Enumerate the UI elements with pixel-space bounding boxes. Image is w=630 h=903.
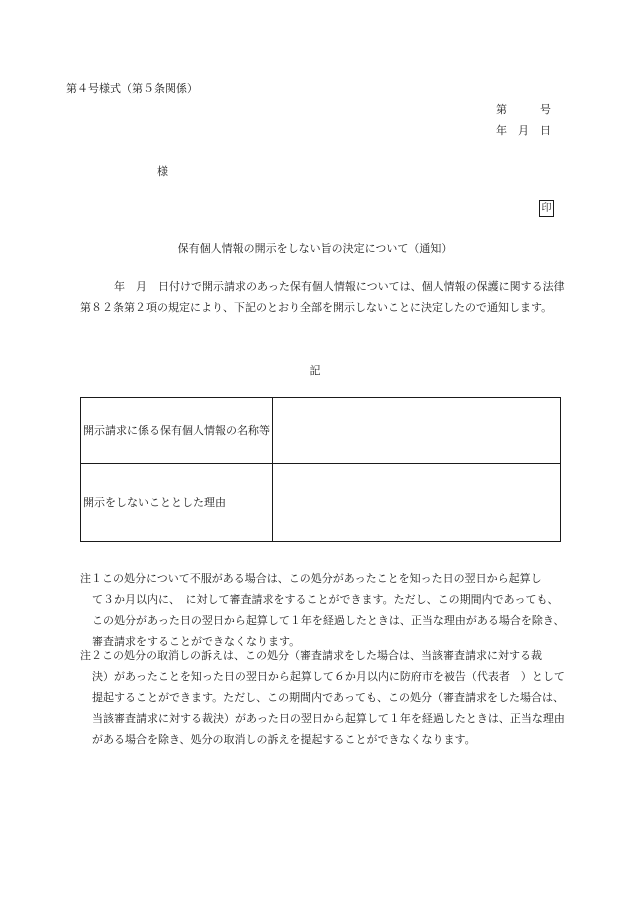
seal-mark: 印 xyxy=(539,200,554,217)
notice-paragraph xyxy=(80,276,568,318)
note-2 xyxy=(80,645,568,750)
note-1 xyxy=(80,568,568,652)
info-table xyxy=(80,397,561,542)
form-number-label: 第４号様式（第５条関係） xyxy=(66,82,198,95)
table-row xyxy=(81,464,561,542)
ki-heading: 記 xyxy=(309,364,321,377)
notice-paragraph-text: 年 月 日付けで開示請求のあった保有個人情報については、個人情報の保護に関する法律第８２条第２項の規定により、下記のとおり全部を開示しないことに決定したので通知します。 xyxy=(80,280,565,314)
table-row-label: 開示請求に係る保有個人情報の名称等 xyxy=(81,398,273,464)
table-row-label: 開示をしないこととした理由 xyxy=(81,464,273,542)
table-row-value xyxy=(273,398,561,464)
note-2-body: 決）があったことを知った日の翌日から起算して６か月以内に防府市を被告（代表者 ）として提起することができます。ただし、この期間内であっても、この処分（審査請求をした場合は、当該審査請求に対する裁決）があった日の翌日から起算して１年を経過したときは、正当な理由がある場合を除き、処分の取消しの訴えを提起することができなくなります。 xyxy=(92,670,565,746)
note-1-body: て３か月以内に、 に対して審査請求をすることができます。ただし、この期間内であっても、この処分があった日の翌日から起算して１年を経過したときは、正当な理由がある場合を除き、審査請求をすることができなくなります。 xyxy=(92,593,565,648)
addressee: 様 xyxy=(157,165,168,178)
document-title: 保有個人情報の開示をしない旨の決定について（通知） xyxy=(177,242,453,255)
document-date: 年 月 日 xyxy=(496,124,551,137)
note-1-head: 注１この処分について不服がある場合は、この処分があったことを知った日の翌日から起算し xyxy=(80,572,542,585)
note-2-head: 注２この処分の取消しの訴えは、この処分（審査請求をした場合は、当該審査請求に対する裁 xyxy=(80,649,542,662)
table-row xyxy=(81,398,561,464)
table-row-value xyxy=(273,464,561,542)
document-number: 第 号 xyxy=(496,103,551,116)
